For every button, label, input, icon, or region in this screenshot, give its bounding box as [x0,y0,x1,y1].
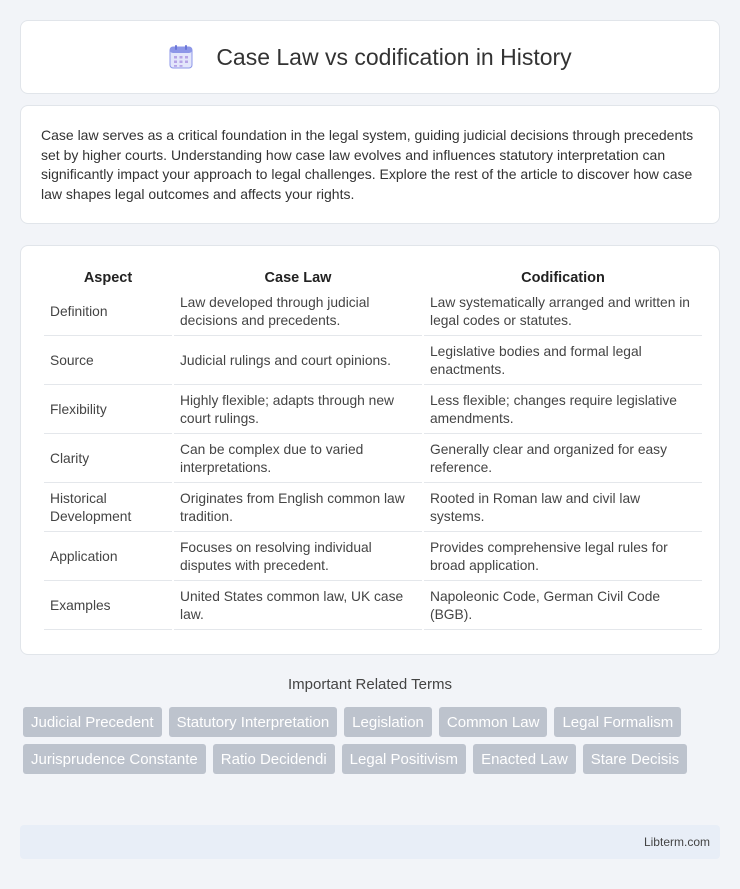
tag-statutory-interpretation[interactable]: Statutory Interpretation [169,707,338,737]
cell-codification: Provides comprehensive legal rules for broad application. [424,534,702,581]
table-row [44,534,702,581]
tag-stare-decisis[interactable]: Stare Decisis [583,744,687,774]
calendar-icon [168,44,194,70]
tag-legal-positivism[interactable]: Legal Positivism [342,744,466,774]
tag-judicial-precedent[interactable]: Judicial Precedent [23,707,162,737]
tag-enacted-law[interactable]: Enacted Law [473,744,576,774]
table-row [44,289,702,336]
cell-case-law: Focuses on resolving individual disputes with precedent. [174,534,422,581]
cell-aspect: Application [44,534,172,581]
table-row [44,338,702,385]
table-row [44,485,702,532]
comparison-table [42,266,704,632]
cell-case-law: Originates from English common law tradition. [174,485,422,532]
table-row [44,436,702,483]
cell-codification: Rooted in Roman law and civil law systems. [424,485,702,532]
cell-case-law: Law developed through judicial decisions and precedents. [174,289,422,336]
comparison-card [20,245,720,655]
footer [20,825,720,859]
cell-codification: Legislative bodies and formal legal enactments. [424,338,702,385]
title-card [20,20,720,94]
tag-common-law[interactable]: Common Law [439,707,548,737]
cell-aspect: Definition [44,289,172,336]
page-title: Case Law vs codification in History [216,43,572,70]
cell-codification: Generally clear and organized for easy reference. [424,436,702,483]
tag-jurisprudence-constante[interactable]: Jurisprudence Constante [23,744,206,774]
cell-case-law: Highly flexible; adapts through new court rulings. [174,387,422,434]
cell-aspect: Clarity [44,436,172,483]
cell-codification: Less flexible; changes require legislative amendments. [424,387,702,434]
cell-case-law: Can be complex due to varied interpretations. [174,436,422,483]
cell-aspect: Examples [44,583,172,630]
cell-aspect: Historical Development [44,485,172,532]
table-row [44,387,702,434]
footer-site-link[interactable]: Libterm.com [643,835,710,849]
tag-ratio-decidendi[interactable]: Ratio Decidendi [213,744,335,774]
cell-case-law: Judicial rulings and court opinions. [174,338,422,385]
table-header-row [44,268,702,287]
table-row [44,583,702,630]
header-case-law: Case Law [264,270,332,286]
tag-legal-formalism[interactable]: Legal Formalism [554,707,681,737]
related-terms-list [23,707,723,781]
cell-aspect: Flexibility [44,387,172,434]
cell-aspect: Source [44,338,172,385]
cell-codification: Law systematically arranged and written in legal codes or statutes. [424,289,702,336]
cell-codification: Napoleonic Code, German Civil Code (BGB). [424,583,702,630]
tag-legislation[interactable]: Legislation [344,707,432,737]
header-aspect: Aspect [83,270,133,286]
cell-case-law: United States common law, UK case law. [174,583,422,630]
intro-card [20,105,720,224]
intro-text: Case law serves as a critical foundation in the legal system, guiding judicial decisions through precedents set by higher courts. Understanding how case law evolves and influences statutory interpretation can significantly impact your approach to legal challenges. Explore the rest of the article to discover how case law shapes legal outcomes and affects your rights. [41,127,694,202]
header-codification: Codification [521,270,605,286]
related-terms-title: Important Related Terms [288,676,452,693]
